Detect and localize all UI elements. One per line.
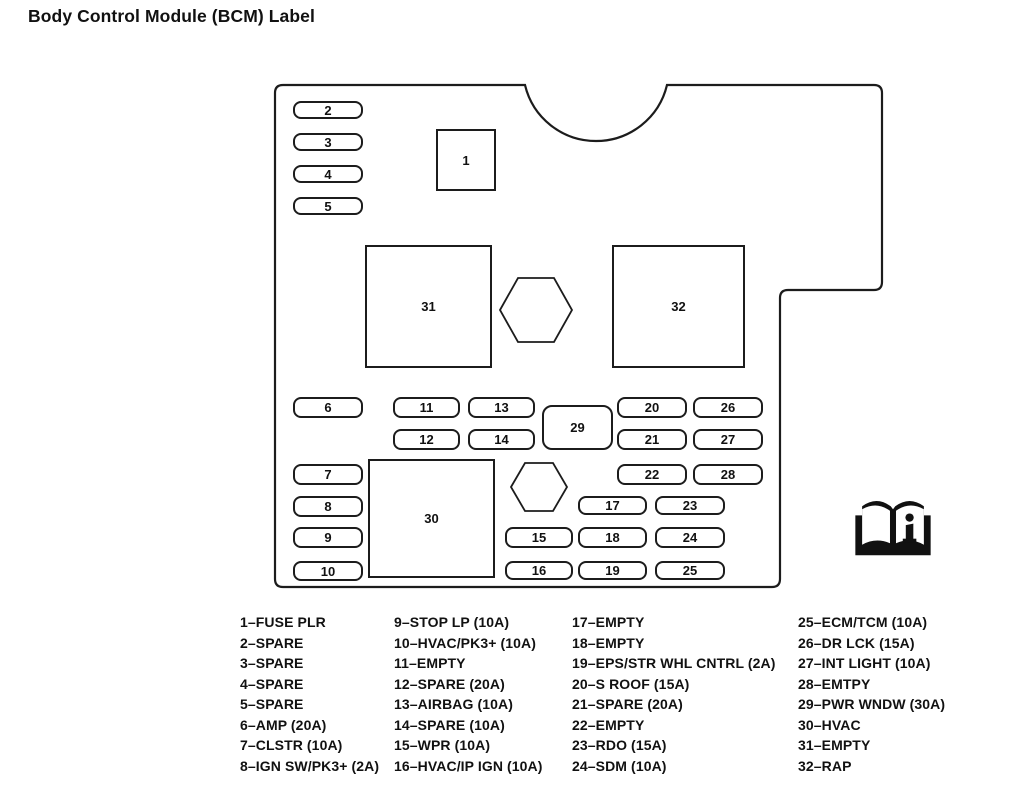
legend-item: 21–SPARE (20A)	[572, 696, 683, 712]
fuse-slot-number: 3	[324, 134, 332, 150]
fuse-slot-4	[293, 165, 363, 183]
info-i-base	[903, 539, 917, 543]
fuse-slot-number: 28	[720, 467, 736, 482]
fuse-slot-19	[578, 561, 647, 580]
fuse-slot-number: 29	[570, 420, 585, 435]
legend-item: 25–ECM/TCM (10A)	[798, 614, 928, 630]
fuse-slot-15	[505, 527, 573, 548]
legend-item: 30–HVAC	[798, 716, 861, 733]
legend-item: 19–EPS/STR WHL CNTRL (2A)	[572, 655, 776, 671]
fuse-slot-11	[393, 397, 460, 418]
fuse-slot-number: 6	[324, 400, 332, 415]
legend-item: 20–S ROOF (15A)	[572, 675, 690, 692]
legend-item: 32–RAP	[798, 757, 852, 774]
fuse-slot-number: 14	[494, 432, 509, 447]
fuse-slot-30	[368, 459, 495, 578]
fuse-slot-6	[293, 397, 363, 418]
fuse-slot-7	[293, 464, 363, 485]
hex-connector	[511, 463, 567, 511]
fuse-slot-23	[655, 496, 725, 515]
fuse-slot-number: 2	[324, 102, 332, 118]
legend-item: 12–SPARE (20A)	[394, 675, 505, 692]
legend-item: 13–AIRBAG (10A)	[394, 696, 513, 712]
legend-item: 26–DR LCK (15A)	[798, 634, 915, 651]
fuse-slot-number: 24	[682, 530, 698, 545]
legend-item: 4–SPARE	[240, 675, 304, 692]
legend-column-3	[572, 612, 775, 776]
fuse-slot-18	[578, 527, 647, 548]
fuse-slot-number: 30	[424, 511, 439, 526]
fuse-slot-25	[655, 561, 725, 580]
legend-column-4	[798, 612, 945, 776]
fuse-slot-number: 18	[605, 530, 620, 545]
legend-item: 23–RDO (15A)	[572, 737, 667, 753]
legend-item: 3–SPARE	[240, 655, 304, 671]
fuse-slot-number: 31	[421, 299, 436, 314]
fuse-slot-number: 5	[324, 198, 332, 214]
fuse-slot-number: 8	[324, 499, 332, 514]
fuse-slot-24	[655, 527, 725, 548]
fuse-slot-27	[693, 429, 763, 450]
hex-connector	[500, 278, 572, 342]
fuse-slot-number: 17	[605, 498, 620, 513]
fuse-slot-number: 19	[605, 563, 620, 578]
fuse-slot-number: 20	[644, 400, 660, 415]
fuse-slot-number: 11	[419, 400, 434, 415]
fuse-slot-16	[505, 561, 573, 580]
fuse-slot-21	[617, 429, 687, 450]
legend-item: 16–HVAC/IP IGN (10A)	[394, 757, 543, 774]
fuse-slot-13	[468, 397, 535, 418]
fuse-slot-number: 21	[644, 432, 660, 447]
legend-item: 28–EMTPY	[798, 675, 871, 692]
info-i-dot	[905, 513, 913, 521]
legend-item: 9–STOP LP (10A)	[394, 614, 510, 630]
legend-item: 18–EMPTY	[572, 634, 645, 651]
fuse-slot-22	[617, 464, 687, 485]
legend-item: 29–PWR WNDW (30A)	[798, 696, 946, 712]
fuse-slot-31	[365, 245, 492, 368]
legend-column-1	[240, 612, 379, 776]
fuse-slot-number: 4	[324, 166, 332, 182]
page-title: Body Control Module (BCM) Label	[28, 6, 315, 26]
legend-item: 1–FUSE PLR	[240, 614, 326, 630]
fuse-slot-20	[617, 397, 687, 418]
fuse-slot-number: 12	[419, 432, 434, 447]
fuse-slot-14	[468, 429, 535, 450]
fuse-slot-number: 26	[720, 400, 736, 415]
fuse-slot-number: 16	[531, 563, 547, 578]
fuse-slot-number: 27	[720, 432, 736, 447]
fuse-slot-5	[293, 197, 363, 215]
legend-column-2	[394, 612, 543, 776]
fuse-slot-number: 23	[682, 498, 698, 513]
fuse-slot-number: 13	[494, 400, 509, 415]
info-i-stem	[906, 524, 914, 540]
legend-item: 17–EMPTY	[572, 614, 645, 630]
fuse-slot-26	[693, 397, 763, 418]
fuse-slot-number: 9	[324, 530, 332, 545]
legend-item: 10–HVAC/PK3+ (10A)	[394, 634, 536, 651]
fuse-slot-28	[693, 464, 763, 485]
legend-item: 14–SPARE (10A)	[394, 716, 505, 733]
fuse-slot-number: 22	[644, 467, 660, 482]
fuse-slot-number: 1	[462, 152, 470, 168]
fuse-slot-17	[578, 496, 647, 515]
legend-item: 2–SPARE	[240, 634, 304, 651]
fuse-slot-9	[293, 527, 363, 548]
fuse-slot-10	[293, 561, 363, 581]
legend-item: 24–SDM (10A)	[572, 757, 667, 774]
fuse-slot-2	[293, 101, 363, 119]
fuse-slot-3	[293, 133, 363, 151]
fuse-slot-32	[612, 245, 745, 368]
legend-item: 11–EMPTY	[394, 655, 466, 671]
book-left-page	[862, 506, 890, 545]
fuse-slot-29	[542, 405, 613, 450]
legend-item: 27–INT LIGHT (10A)	[798, 655, 931, 671]
legend-item: 22–EMPTY	[572, 716, 645, 733]
legend-item: 15–WPR (10A)	[394, 737, 491, 753]
legend-item: 5–SPARE	[240, 696, 304, 712]
fuse-slot-number: 10	[320, 563, 336, 579]
fuse-slot-12	[393, 429, 460, 450]
fuse-slot-number: 7	[324, 467, 332, 482]
fuse-slot-1	[436, 129, 496, 191]
fuse-slot-8	[293, 496, 363, 517]
legend-item: 31–EMPTY	[798, 737, 871, 753]
open-book-info-icon	[851, 495, 935, 559]
legend-item: 6–AMP (20A)	[240, 716, 327, 733]
fuse-slot-number: 25	[682, 563, 698, 578]
fuse-slot-number: 15	[531, 530, 547, 545]
legend-item: 7–CLSTR (10A)	[240, 737, 343, 753]
fuse-slot-number: 32	[671, 299, 686, 314]
legend-item: 8–IGN SW/PK3+ (2A)	[240, 757, 380, 774]
